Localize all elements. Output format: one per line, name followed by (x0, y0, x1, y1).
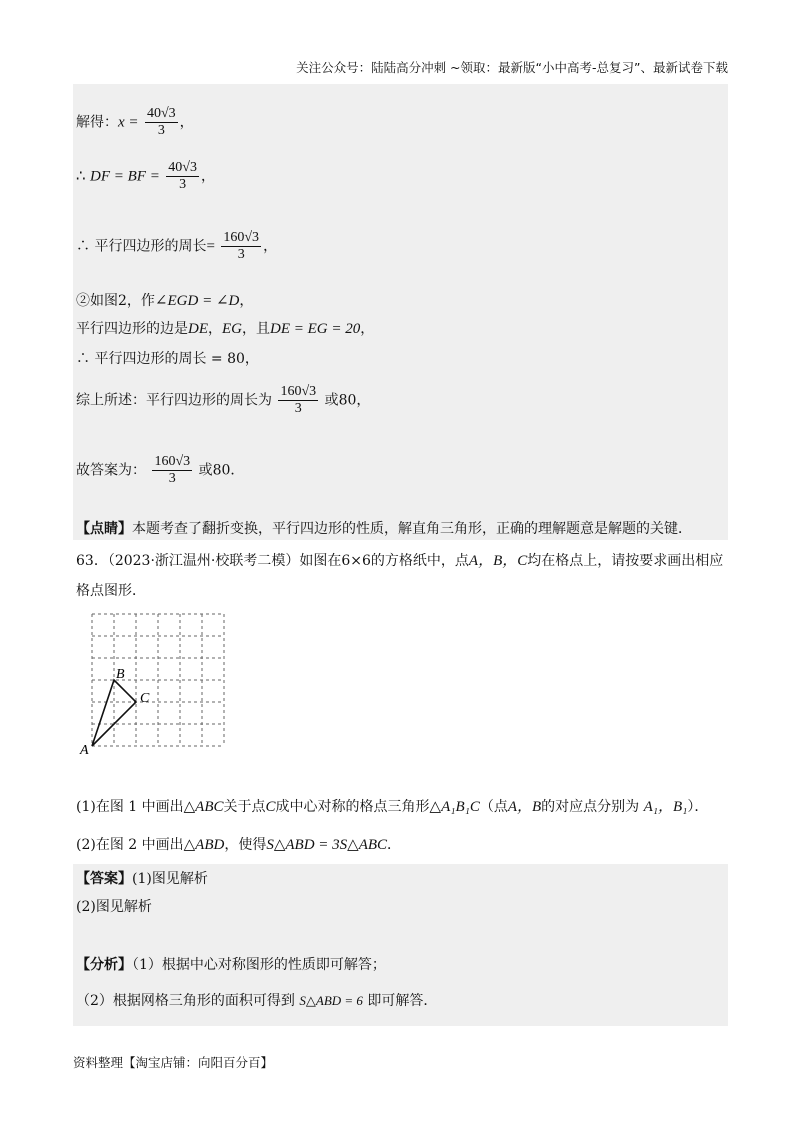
question-line-2: 格点图形． (76, 583, 146, 599)
grid-figure (78, 608, 248, 758)
question-line-1: 63．（2023·浙江温州·校联考二模）如图在6×6的方格纸中，点A，B，C均在格点上，请按要求画出相应 (76, 553, 724, 569)
answer-2: (2)图见解析 (76, 899, 152, 915)
page-footer: 资料整理【淘宝店铺：向阳百分百】 (73, 1055, 274, 1070)
comment-line: 【点睛】本题考查了翻折变换，平行四边形的性质，解直角三角形，正确的理解题意是解题的关键． (76, 521, 692, 537)
df-line: ∴ DF = BF = $\frac{40√3}{3}$ ， (76, 160, 215, 192)
analysis-2: （2）根据网格三角形的面积可得到 S△ABD = 6 即可解答． (76, 993, 438, 1009)
part2-line: (2)在图 2 中画出△ABD，使得S△ABD = 3S△ABC． (76, 837, 402, 853)
label-a: A (80, 743, 89, 758)
solve-line: 解得：x = $\frac{40√3}{3}$ ， (76, 106, 194, 138)
sides-line: 平行四边形的边是DE，EG，且DE = EG = 20， (76, 321, 375, 337)
page-header: 关注公众号：陆陆高分冲刺 ~领取：最新版“小中高考-总复习”、最新试卷下载 (296, 60, 728, 75)
case2-line: ②如图2，作∠EGD = ∠D， (76, 293, 254, 309)
analysis-1: 【分析】（1）根据中心对称图形的性质即可解答； (76, 957, 386, 973)
perimeter-80-line: ∴ 平行四边形的周长 = 80， (76, 351, 259, 367)
answer-1: 【答案】(1)图见解析 (76, 871, 208, 887)
label-c: C (140, 691, 150, 706)
summary-line: 综上所述：平行四边形的周长为 $\frac{160√3}{3}$ 或80， (76, 384, 371, 416)
part1-line: (1)在图 1 中画出△ABC关于点C成中心对称的格点三角形△A₁B₁C（点A，B的对应点分别为 A₁，B₁）． (76, 799, 709, 815)
perimeter-line-1: ∴ 平行四边形的周长= $\frac{160√3}{3}$ ， (76, 230, 278, 262)
answer-line: 故答案为： $\frac{160√3}{3}$ 或80． (76, 454, 245, 486)
label-b: B (116, 667, 125, 682)
